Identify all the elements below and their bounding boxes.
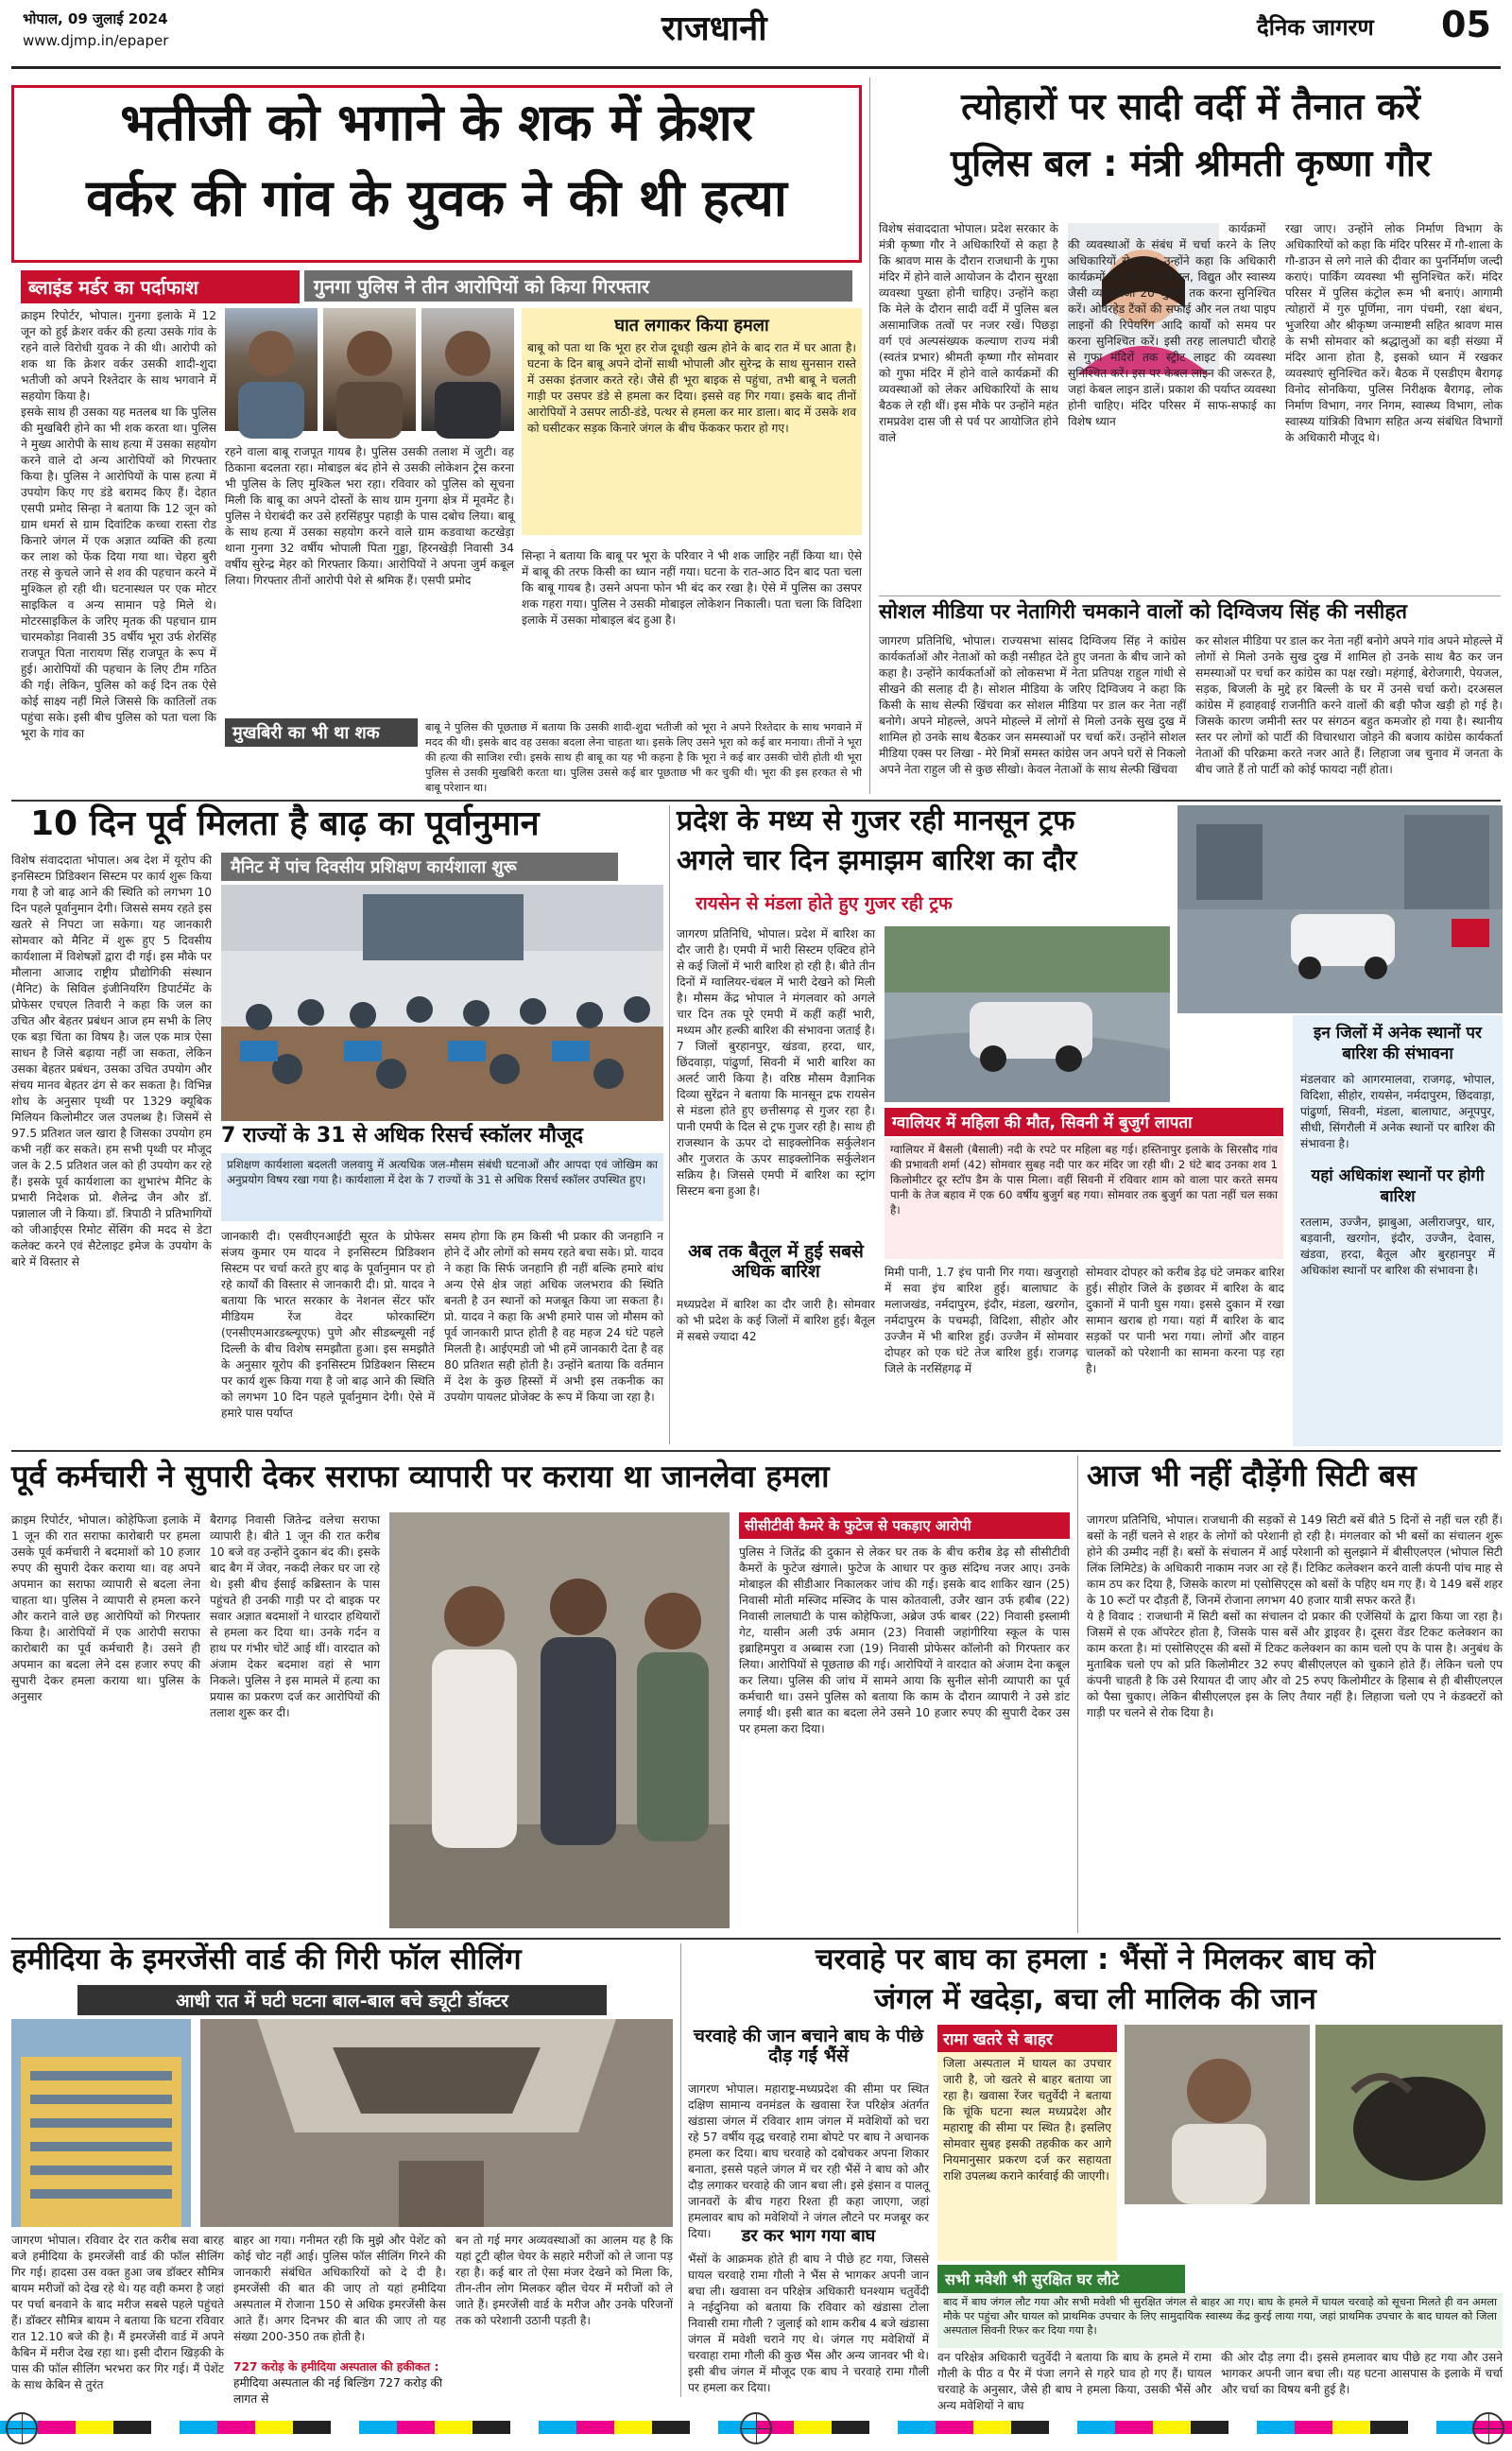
accident-strip-body: ग्वालियर में बैसली (बैसाली) नदी के रपटे पर महिला बह गई। हस्तिनापुर इलाके के सिरसौद गांव की प्रभावती शर्मा (42) सोमवार सुबह नदी पार कर मंदिर जा रही थी। 2 घंटे बाद उनका शव 1 किलोमीटर दूर स्टॉप डैम के पास मिला। वहीं सिवनी में रविवार शाम को वाला पार करते समय पानी के तेज बहाव में एक 60 वर्षीय बुजुर्ग बह गया। सोमवार तक बुजुर्ग का पता नहीं चल सका है। [885, 1138, 1283, 1259]
page-number: 05 [1441, 4, 1491, 45]
masthead-date: भोपाल, 09 जुलाई 2024 [23, 10, 168, 27]
rama-safe-title: रामा खतरे से बाहर [937, 2025, 1117, 2052]
section-name: राजधानी [662, 9, 767, 48]
rain-most-body: रतलाम, उज्जैन, झाबुआ, अलीराजपुर, धार, बड़वानी, खरगोन, इंदौर, उज्जैन, देवास, खंडवा, हरदा, बैतूल और बुरहानपुर में अधिकांश स्थानों पर बारिश की संभावना है। [1300, 1216, 1499, 1277]
accident-strip-title: ग्वालियर में महिला की मौत, सिवनी में बुजुर्ग लापता [892, 1113, 1193, 1132]
story-monsoon-headline-2: अगले चार दिन झमाझम बारिश का दौर [677, 844, 1077, 877]
story-jeweler-headline: पूर्व कर्मचारी ने सुपारी देकर सराफा व्यापारी पर कराया था जानलेवा हमला [11, 1459, 830, 1494]
story-tiger-headline-1: चरवाहे पर बाघ का हमला : भैंसों ने मिलकर बाघ को [815, 1942, 1376, 1976]
ambush-box-title: घात लगाकर किया हमला [614, 316, 769, 336]
flooded-road-photo [885, 926, 1170, 1102]
story-tiger-col3: की ओर दौड़ लगा दी। इससे हमलावर बाघ पीछे हट गया और उसने भागकर अपनी जान बचा ली। यह घटना आसपास के इलाके में चर्चा और चर्चा का विषय बनी हुई है। [1221, 2351, 1506, 2396]
story-flood-callout-body: प्रशिक्षण कार्यशाला बदलती जलवायु में अत्यधिक जल-मौसम संबंधी घटनाओं और आपदा एवं जोखिम का अनुप्रयोग विषय रखा गया है। कार्यशाला में देश के 7 राज्यों के 31 से अधिक रिसर्च स्कॉलर उपस्थित हुए। [227, 1158, 662, 1186]
print-color-bar [0, 2406, 1512, 2451]
story-monsoon-col1: जागरण प्रतिनिधि, भोपाल। प्रदेश में बारिश का दौर जारी है। एमपी में भारी सिस्टम एक्टिव होने से कई जिलों में भारी बारिश हो रही है। बीते तीन दिनों में ग्वालियर-चंबल में भारी देखने को मिली है। मौसम केंद्र भोपाल ने मंगलवार को अगले चार दिन तक पूरे एमपी में कहीं कहीं भारी, मध्यम और हल्की बारिश की संभावना जताई है। 7 जिलों बुरहानपुर, खंडवा, हरदा, धार, छिंदवाड़ा, पांढुर्णा, सिवनी में भारी बारिश का अलर्ट जारी किया है। वरिष्ठ मौसम वैज्ञानिक दिव्या सुरेंद्रन ने बताया कि मानसून द्रफ रायसेन से मंडला होते हुए छत्तीसगढ़ से गुजर रहा है। पानी एमपी के दिल से ट्रफ गुजर रही है। साथ ही राजस्थान के ऊपर दो साइक्लोनिक सर्कुलेशन और गुजरात के ऊपर साइक्लोनिक सर्कुलेशन सक्रिय है। जिससे एमपी में बारिश का स्ट्रांग सिस्टम बना हुआ है। [677, 927, 879, 1198]
story-monsoon-col2: मिमी पानी, 1.7 इंच पानी गिर गया। खजुराहो में सवा इंच बारिश हुई। बालाघाट के मलाजखंड, नर्मदापुरम, इंदौर, मंडला, खरगोन, नर्मदापुरम के पचमढ़ी, विदिशा, सीहोर और उज्जैन में भी बारिश हुई। उज्जैन में सोमवार दोपहर को एक घंटे तेज बारिश हुई। राजगढ़ जिले के नरसिंहगढ़ में [885, 1266, 1082, 1375]
cattle-returned-body: बाद में बाघ जंगल लौट गया और सभी मवेशी भी सुरक्षित जंगल से बाहर आ गए। बाघ के हमले में घायल चरवाहे को सूचना मिलते ही वन अमला मौके पर पहुंचा और घायल को प्राथमिक उपचार के लिए सामुदायिक स्वास्थ्य केंद्र कुरई लाया गया, जहां प्राथमिक उपचार के बाद घायल को जिला अस्पताल सिवनी रिफर कर दिया गया है। [937, 2293, 1503, 2348]
rama-safe-body: जिला अस्पताल में घायल का उपचार जारी है, जो खतरे से बाहर बताया जा रहा है। खवासा रेंजर चतुर्वेदी ने बताया कि चूंकि घटना स्थल मध्यप्रदेश और महाराष्ट्र की सीमा पर स्थित है। इसलिए सोमवार सुबह इसकी तहकीक कर आगे नियमानुसार प्रकरण दर्ज कर सहायता राशि उपलब्ध कराने कार्रवाई की जाएगी। [943, 2057, 1115, 2183]
story-hamidia-note [233, 2359, 446, 2406]
story-tiger-headline-2: जंगल में खदेड़ा, बचा ली मालिक की जान [874, 1982, 1316, 2016]
registration-mark-left [6, 2412, 38, 2444]
accused-photo-3 [421, 308, 514, 431]
story-flood-callout-box [221, 1153, 663, 1221]
masthead-url: www.djmp.in/epaper [23, 32, 169, 49]
fallen-ceiling-photo [200, 2019, 673, 2227]
story-jeweler [11, 1456, 1074, 1933]
story-digvijay-col2: कर सोशल मीडिया पर डाल कर नेता नहीं बनोगे अपने गांव अपने मोहल्ले में लोगों से मिलो उनके सुख दुख में शामिल हो उनके साथ बैठ कर जन समस्याओं पर चर्चा कर कांग्रेस का पक्ष रखो। महंगाई, बेरोजगारी, पेयजल, सड़क, बिजली के मुद्दे हर बिल्ली के घर में उनसे चर्चा करो। दरअसल कांग्रेस में हवाहवाई राजनीति करने वालों की बड़ी फौज खड़ी हो गई है। जिसके कारण जमीनी स्तर पर संगठन बहुत कमजोर हो गया है। स्थानीय स्तर पर लोगों को पार्टी की विचारधारा जोड़ने की बजाय कांग्रेस कार्यकर्ता नेताओं की परिक्रमा करते नजर आते हैं। लिहाजा जब चुनाव में जनता के बीच जाते हैं तो पार्टी को कोई फायदा नहीं होता। [1195, 634, 1506, 776]
story-festival-col3: रखा जाए। उन्होंने लोक निर्माण विभाग के अधिकारियों को कहा कि मंदिर परिसर में गौ-शाला के गौ-डाउन से लगे नाले की दीवार का पुनर्निर्माण जल्दी कराएं। पार्किंग व्यवस्था भी सुनिश्चित करें। मंदिर परिसर में पुलिस कंट्रोल रूम भी बनाएं। आगामी त्योहारों में गुरु पूर्णिमा, नाग पंचमी, रक्षा बंधन, भुजरिया और श्रीकृष्ण जन्माष्टमी सहित श्रावण मास के सभी सोमवार को श्रद्धालुओं का बड़ी संख्या में मंदिर आना होता है, इसको ध्यान में रखकर व्यवस्थाएं सुनिश्चित करें। बैठक में एसडीएम बैरागढ़ विनोद सोनकिया, पुलिस निरीक्षक बैरागढ़, लोक निर्माण विभाग, नगर निगम, स्वास्थ्य विभाग, लोक स्वास्थ्य यांत्रिकी विभाग सहित अन्य संबंधित विभागों के अधिकारी मौजूद थे। [1285, 222, 1506, 444]
story-tiger-col2: वन परिक्षेत्र अधिकारी चतुर्वेदी ने बताया कि बाघ के हमले में रामा गौली के पीठ व पैर में पंजा लगने से गहरे घाव हो गए हैं। घायल चरवाहे के अनुसार, जैसे ही बाघ ने हमला किया, उसकी भैंसें और अन्य मवेशियों ने बाघ [937, 2351, 1215, 2412]
story-jeweler-tag: सीसीटीवी कैमरे के फुटेज से पकड़ाए आरोपी [739, 1512, 1070, 1539]
story-tiger [688, 1942, 1506, 2412]
story-murder-headline-2: वर्कर की गांव के युवक ने की थी हत्या [86, 168, 787, 228]
story-murder-subhead: गुनगा पुलिस ने तीन आरोपियों को किया गिरफ्तार [304, 270, 852, 302]
story-murder-col1: क्राइम रिपोर्टर, भोपाल। गुनगा इलाके में 12 जून को हुई क्रेशर वर्कर की हत्या उसके गांव के रहने वाले विरोधी युवक ने की थी। आरोपी को शक था कि क्रेशर वर्कर उसकी शादी-शुदा भतीजी को अपने रिश्तेदार के साथ भगवाने में सहयोग किया है। इसके साथ ही उसका यह मतलब था कि पुलिस की मुखबिरी होने का भी शक करता था। पुलिस ने मुख्य आरोपी के साथ हत्या में उसका सहयोग करने वाले दो अन्य आरोपियों को गिरफ्तार किया है। पुलिस ने आरोपियों के पास हत्या में उपयोग किए गए डंडे बरामद किए हैं। देहात एसपी प्रमोद सिन्हा ने बताया कि 12 जून को ग्राम धमर्रा से ग्राम दिवांटिक कच्चा रास्ता रोड किनारे जंगल में एक अज्ञात व्यक्ति की हत्या कर लाश को फेंक दिया गया था। चेहरा बुरी तरह से कुचले जाने से शव की पहचान करने में मुश्किल हो रही थी। घटनास्थल पर एक मोटर साइकिल व अन्य सामान पड़े मिले थे। मोटरसाइकिल के जरिए मृतक की पहचान ग्राम चारमकोड़ा निवासी 35 वर्षीय भूरा उर्फ शेरसिंह राजपूत पिता नारायण सिंह राजपूत के रूप में हुई। आरोपियों की पहचान के लिए टीम गठित की गई। लेकिन, पुलिस को कई दिन तक ऐसे कोई साक्ष्य नहीं मिले जिससे कि कातिलों तक पहुंचा सके। इसी बीच पुलिस को पता चला कि भूरा के गांव का [21, 309, 216, 740]
rain-most-title: यहां अधिकांश स्थानों पर होगी बारिश [1311, 1166, 1485, 1206]
story-citybus-headline: आज भी नहीं दौड़ेंगी सिटी बस [1087, 1458, 1417, 1493]
story-murder-col2: रहने वाला बाबू राजपूत गायब है। पुलिस उसकी तलाश में जुटी। वह ठिकाना बदलता रहा। मोबाइल बंद होने से उसकी लोकेशन ट्रेस करना भी पुलिस के लिए मुश्किल भरा रहा। रविवार को पुलिस को सूचना मिली कि बाबू का अपने दोस्तों के साथ ग्राम गुनगा क्षेत्र में मूवमेंट है। पुलिस ने घेराबंदी कर उसे हरसिंहपुर पहाड़ी के पास दबोच लिया। बाबू के साथ हत्या में उसका सहयोग करने वाले ग्राम कडवाथा कटखेड़ा थाना गुनगा 32 वर्षीय भोपाली पिता गुड्डा, हिरनखेड़ी निवासी 34 वर्षीय सुरेन्द्र मेहर को गिरफ्तार किया। आरोपियों ने अपना जुर्म कबूल लिया। गिरफ्तार तीनों आरोपी पेशे से श्रमिक हैं। एसपी प्रमोद [225, 445, 518, 587]
story-monsoon-col3: सोमवार दोपहर को करीब डेढ़ घंटे जमकर बारिश हुई। सीहोर जिले के इछावर में बारिश के बाद दुकानों में पानी घुस गया। इससे दुकान में रखा सामान खराब हो गया। यहां मैं बारिश के बाद सड़कों पर पानी भरा गया। लोगों और वाहन चालकों को परेशानी का सामना करना पड़ रहा है। [1086, 1266, 1288, 1375]
accused-photo-1 [225, 308, 318, 431]
story-festival-col2: कार्यक्रमों की व्यवस्थाओं के संबंध में चर्चा करने के लिए अधिकारियों से कहा। उन्होंने कहा कि अधिकारी कार्यक्रमों के संबंध में पेयजल, विद्युत और स्वास्थ्य जैसी व्यवस्थाओं 20 जुलाई तक करना सुनिश्चित करें। ओवरहेड टैंकों की सफाई और नल तथा पाइप लाइनों की रिपेयरिंग आदि कार्यों को समय पर करना सुनिश्चित करें। इसी तरह लालघाटी चौराहे से गुफा मंदिरों तक स्ट्रीट लाइट की व्यवस्था सुनिश्चित करें। इस पर केबल लाइन की जरूरत है, जहां केबल लाइन डालें। प्रकाश की पर्याप्त व्यवस्था होनी चाहिए। मंदिर परिसर में साफ-सफाई का विशेष ध्यान [1068, 222, 1280, 428]
story-digvijay [879, 600, 1506, 795]
story-citybus [1087, 1456, 1503, 1933]
story-monsoon-subhead: रायसेन से मंडला होते हुए गुजर रही ट्रफ [696, 893, 953, 914]
story-festival [879, 81, 1506, 592]
story-monsoon [677, 805, 1503, 1446]
mukhbiri-title: मुखबिरी का भी था शक [232, 723, 380, 743]
story-jeweler-col3: पुलिस ने जितेंद्र की दुकान से लेकर घर तक के बीच करीब डेढ़ सौ सीसीटीवी कैमरों के फुटेज खंगाले। फुटेज के आधार पर कुछ संदिग्ध नजर आए। उनके मोबाइल की सीडीआर निकालकर जांच की गई। इसके बाद शाकिर खान (25) निवासी मोती मस्जिद मस्जिद के पास कोतवाली, उजैर खान उर्फ हबीब (22) निवासी लालघाटी के पास कोहेफिजा, अब्रेज उर्फ बाबर (22) निवासी इस्लामी गेट, यासीन अली उर्फ अमान (23) निवासी जहांगीरिया स्कूल के पास इब्राहिमपुरा व अब्बास रजा (19) निवासी प्रोफेसर कॉलोनी को गिरफ्तार कर लिया। आरोपियों से पूछताछ की गई। आरोपियों ने वारदात को अंजाम देना कबूल कर लिया। पुलिस की जांच में सामने आया कि सुनील सोनी व्यापारी का पूर्व कर्मचारी था। उसने पुलिस को बताया कि काम के दौरान व्यापारी ने उसे डांट लगाई थी। इसी बात का बदला लेने उसने 10 हजार रुपए की सुपारी देकर उस पर हमला करा दिया। [739, 1545, 1074, 1735]
story-hamidia-note-title: 727 करोड़ के हमीदिया अस्पताल की हकीकत : [233, 2360, 439, 2373]
story-festival-headline-1: त्योहारों पर सादी वर्दी में तैनात करें [961, 86, 1420, 129]
story-jeweler-col1: क्राइम रिपोर्टर, भोपाल। कोहेफिजा इलाके में 1 जून की रात सराफा कारोबारी पर हमला उसके पूर्व कर्मचारी ने बदमाशों को 10 हजार रुपए की सुपारी देकर कराया था। वह अपने अपमान का सराफा व्यापारी से बदला लेना चाहता था। पुलिस ने व्यापारी से हमला करने और कराने वाले छह आरोपियों को गिरफ्तार किया है। आरोपियों में एक आरोपी सराफा कारोबारी का पूर्व कर्मचारी है। उसने ही अपमान का बदला लेने दस हजार रुपए की सुपारी देकर हमला कराया था। पुलिस के अनुसार [11, 1513, 204, 1703]
rain-photo [1177, 805, 1503, 1013]
story-hamidia-subhead: आधी रात में घटी घटना बाल-बाल बचे ड्यूटी डॉक्टर [77, 1985, 607, 2015]
registration-mark-right [1472, 2412, 1504, 2444]
story-flood [11, 804, 667, 1446]
accused-photo-2 [323, 308, 416, 431]
story-tiger-sub2: डर कर भाग गया बाघ [741, 2226, 876, 2246]
story-jeweler-col2: बैरागढ़ निवासी जितेन्द्र वलेचा सराफा व्यापारी है। बीते 1 जून की रात करीब 10 बजे वह उन्होंने दुकान बंद की। इसके बाद बैग में जेवर, नकदी लेकर घर जा रहे थे। इसी बीच ईसाई कब्रिस्तान के पास पहुंचते ही उनकी गाड़ी पर दो बाइक पर सवार अज्ञात बदमाशों ने धारदार हथियारों से हमला कर दिया था। उनके गर्दन व हाथ पर गंभीर चोटें आई थीं। वारदात को अंजाम देकर बदमाश वहां से भाग निकले। पुलिस ने इस मामले में हत्या का प्रयास का प्रकरण दर्ज कर आरोपियों की तलाश शुरू कर दी। [210, 1513, 384, 1719]
betul-title: अब तक बैतूल में हुई सबसे अधिक बारिश [688, 1241, 864, 1283]
betul-body: मध्यप्रदेश में बारिश का दौर जारी है। सोमवार को भी प्रदेश के कई जिलों में बारिश हुई। बैतूल में सबसे ज्यादा 42 [677, 1298, 879, 1343]
story-tiger-col1b: भैंसों के आक्रमक होते ही बाघ ने पीछे हट गया, जिससे घायल चरवाहे रामा गौली ने भैंस से भागकर अपनी जान बचा ली। खवासा वन परिक्षेत्र अधिकारी घनश्याम चतुर्वेदी ने नईदुनिया को बताया कि रविवार को खंडासा टोला निवासी रामा गौली ? जुलाई को शाम करीब 4 बजे खंडासा जंगल में मवेशी चराने गए थे। जंगल गए मवेशियों में चरवाहा रामा गौली की कुछ भैंस और अन्य जानवर भी थे। इसी बीच जंगल में मौजूद एक बाघ ने चरवाहे रामा गौली पर हमला कर दिया। [688, 2253, 933, 2394]
rain-districts-title: इन जिलों में अनेक स्थानों पर बारिश की संभावना [1314, 1024, 1482, 1063]
story-hamidia-note-body: हमीदिया अस्पताल की नई बिल्डिंग 727 करोड़ की लागत से [233, 2376, 443, 2406]
story-digvijay-col1: जागरण प्रतिनिधि, भोपाल। राज्यसभा सांसद दिग्विजय सिंह ने कांग्रेस कार्यकर्ताओं और नेताओं को कड़ी नसीहत देते हुए जनता के बीच जाने को कहा है। उन्होंने कार्यकर्ताओं को लोकसभा में नेता प्रतिपक्ष राहुल गांधी से सीखने की सलाह दी है। सोशल मीडिया के जरिए दिग्विजय ने कहा कि किसी के साथ सेल्फी खिंचवा कर सोशल मीडिया पर डाल कर नेता नहीं बनोगे। अपने मोहल्ले, अपने मोहल्ले में लोगों से मिलो उनके सुख दुख में शामिल हो उनके साथ बैठकर जन समस्याओं पर चर्चा करें। उन्होंने सोशल मीडिया एक्स पर लिखा - मेरे मित्रों समस्त कांग्रेस जन अपने घरों से निकलो अपने नेता राहुल जी से कुछ सीखो। केवल नेताओं के साथ सेल्फी खिंचवा [879, 634, 1190, 776]
registration-mark-center [740, 2412, 772, 2444]
story-flood-col3: समय होगा कि हम किसी भी प्रकार की जनहानि न होने दें और लोगों को समय रहते बचा सके। प्रो. यादव ने कहा कि सिर्फ जनहानि ही नहीं बल्कि हमारे बांध अन्य ऐसे क्षेत्र जहां अधिक जलभराव की स्थिति बनती है उन स्थानों को मजबूत किया जा सकता है। प्रो. यादव ने कहा कि अभी हमारे पास जो मौसम को पूर्व जानकारी प्राप्त होती है वह महज 24 घंटे पहले मिलती है। आईएमडी जो भी हमें जानकारी देता है वह 80 प्रतिशत सही होती है। उन्होंने बताया कि वर्तमान में देश के कुछ हिस्सों में अभी इस तकनीक का उपयोग पायलट प्रोजेक्ट के रूप में किया जा रहा है। [444, 1230, 667, 1404]
story-murder [11, 76, 866, 794]
story-flood-col1: विशेष संवाददाता भोपाल। अब देश में यूरोप की इनसिस्टम प्रिडिक्शन सिस्टम पर कार्य शुरू किया गया है जो बाढ़ आने की स्थिति को लगभग 10 दिन पहले पूर्वानुमान देगी। जिससे समय रहते इस खतरे से निपटा जा सकेगा। यह जानकारी सोमवार को मैनिट में शुरू हुए 5 दिवसीय कार्यशाला में विशेषज्ञों द्वारा दी गई। इस मौके पर मौलाना आजाद राष्ट्रीय प्रौद्योगिकी संस्थान (मैनिट) के सिविल इंजीनियरिंग डिपार्टमेंट के प्रोफेसर एचएल तिवारी ने कहा कि जल का उचित और बेहतर प्रबंधन आज हम सभी के लिए एक बड़ा चिंता का विषय है। जल एक मात्र ऐसा साधन है जिसे बढ़ाया नहीं जा सकता, लेकिन उसका बेहतर प्रबंधन, उसका उचित उपयोग और संचय मानव बेहतर ढंग से कर सकता है। विभिन्न शोध के अनुसार पृथ्वी पर 1329 क्यूबिक मिलियन किलोमीटर जल उपलब्ध है। जिसमें से 97.5 प्रतिशत जल खारा है जिसका उपयोग हम कभी नहीं कर सकते। हम सभी पृथ्वी पर मौजूद जल के 2.5 प्रतिशत जल को ही उपयोग कर रहे हैं। इसके पूर्व कार्यशाला का शुभारंभ मैनिट के प्रभारी निदेशक प्रो. शैलेन्द्र जैन और डॉ. पन्नालाल जी ने किया। डॉ. त्रिपाठी ने प्रतिभागियों को जीआईएस रिमोट सेंसिंग की मदद से डेटा कलेक्ट करने एवं सैटेलाइट इमेज के उपयोग के बारे में विस्तार से [11, 854, 215, 1269]
story-hamidia-headline: हमीदिया के इमरजेंसी वार्ड की गिरी फॉल सीलिंग [11, 1942, 522, 1976]
story-citybus-body: जागरण प्रतिनिधि, भोपाल। राजधानी की सड़कों से 149 सिटी बसें बीते 5 दिनों से नहीं चल रही हैं। बसों के नहीं चलने से शहर के लोगों को परेशानी हो रही है। मंगलवार को भी बसों का संचालन शुरू होने की उम्मीद नहीं है। बसों के संचालन में आई परेशानी को सुलझाने में बीसीएलएल (भोपाल सिटी लिंक लिमिटेड) के अधिकारी नाकाम नजर आ रहे हैं। टिकिट कलेक्शन करने वाली कंपनी पांच माह से काम ठप कर दिया है, जिसके कारण मां एसोसिएट्स को बसों के पहिए थम गए हैं। ये 149 बसें शहर के 10 रूटों पर दौड़ती हैं, जिनमें रोजाना लगभग 40 हजार यात्री सफर करते हैं। ये है विवाद : राजधानी में सिटी बसों का संचालन दो प्रकार की एजेंसियों के द्वारा किया जा रहा है। जिसमें से एक ऑपरेटर होता है, जिसके पास बसें और ड्राइवर है। दूसरा वेंडर टिकट कलेक्शन का काम करता है। मां एसोसिएट्स की बसों में टिकट कलेक्शन का काम चलो एप के पास है। अनुबंध के मुताबिक चलो एप को प्रति किलोमीटर 32 रुपए बीसीएलएल को चुकाने होते हैं। लेकिन चलो एप कंपनी चाहती है कि उसे रियायत दी जाए और वो 25 रुपए किलोमीटर के हिसाब से ही बीसीएलएल को पैसा चुकाए। लेकिन बीसीएलएल इस के लिए तैयार नहीं है। लिहाजा चलो एप ने कंडक्टरों को गाड़ी पर चलने से रोक दिया है। [1087, 1513, 1503, 1719]
workshop-photo [221, 885, 663, 1121]
ambush-box [522, 308, 862, 535]
mukhbiri-body: बाबू ने पुलिस की पूछताछ में बताया कि उसकी शादी-शुदा भतीजी को भूरा ने अपने रिश्तेदार के साथ भगवाने में मदद की थी। इसके बाद वह उसका बदला लेना चाहता था। इसके लिए उसने भूरा को कई बार मनाया। तीनों ने भूरा की हत्या की साजिश रची। इसके साथ ही बाबू का यह भी कहना है कि भूरा ने कई बार उसकी चोरी होती थी भूरा पुलिस से उसकी मुखबिरी करता था। पुलिस उससे कई बार पूछताछ भी कर चुकी थी। भूरा की इस हरकत से भी बाबू परेशान था। [425, 721, 866, 794]
story-hamidia-col2: बाहर आ गया। गनीमत रही कि मुझे और पेशेंट को कोई चोट नहीं आई। पुलिस फॉल सीलिंग गिरने की जानकारी संबंधित अधिकारियों को दे दी है। इमरजेंसी की बात की जाए तो यहां हमीदिया अस्पताल में रोजाना 150 से अधिक इमरजेंसी केस आते हैं। अगर दिनभर की बात की जाए तो यह संख्या 200-350 तक होती है। [233, 2234, 450, 2343]
ambush-box-body: बाबू को पता था कि भूरा हर रोज दूधड़ी खत्म होने के बाद रात में घर आता है। घटना के दिन बाबू अपने दोनों साथी भोपाली और सुरेन्द्र के साथ सुनसान रास्ते में उसका इंतजार करते रहे। जैसे ही भूरा बाइक से पहुंचा, तभी बाबू ने चलती गाड़ी पर उसपर डंडे से हमला कर दिया। इससे वह गिर गया। इसके बाद तीनों आरोपियों ने उसपर लाठी-डंडे, पत्थर से हमला कर मार डाला। बाद में उसके शव को घसीटकर सड़क किनारे जंगल के बीच फेंककर फरार हो गए। [527, 341, 860, 435]
rama-safe-box [937, 2025, 1117, 2261]
story-murder-headline-1: भतीजी को भगाने के शक में क्रेशर [120, 93, 753, 152]
accident-strip [885, 1108, 1283, 1136]
masthead [0, 0, 1512, 78]
story-flood-callout: 7 राज्यों के 31 से अधिक रिसर्च स्कॉलर मौजूद [221, 1124, 584, 1148]
mukhbiri-label [225, 718, 418, 747]
story-flood-headline: 10 दिन पूर्व मिलता है बाढ़ का पूर्वानुमान [30, 804, 540, 843]
story-hamidia [11, 1942, 677, 2406]
story-festival-col1: विशेष संवाददाता भोपाल। प्रदेश सरकार के मंत्री कृष्णा गौर ने अधिकारियों से कहा है कि श्रावण मास के दौरान राजधानी के गुफा मंदिर में होने वाले आयोजन के दौरान सुरक्षा व्यवस्था पुख्ता होनी चाहिए। उन्होंने कहा कि मेले के दौरान सादी वर्दी में पुलिस बल असामाजिक तत्वों पर नजर रखें। पिछड़ा वर्ग एवं अल्पसंख्यक कल्याण राज्य मंत्री (स्वतंत्र प्रभार) श्रीमती कृष्णा गौर सोमवार को गुफा मंदिर में होने वाले कार्यक्रमों की व्यवस्थाओं को लेकर अधिकारियों के साथ बैठक ले रही थीं। इस मौके पर उन्होंने महंत रामप्रवेश दास जी से पर्व पर आयोजित होने वाले [879, 222, 1062, 444]
story-monsoon-headline-1: प्रदेश के मध्य से गुजर रही मानसून ट्रफ [677, 804, 1075, 837]
story-tiger-col1: जागरण भोपाल। महाराष्ट्र-मध्यप्रदेश की सीमा पर स्थित दक्षिण सामान्य वनमंडल के खवासा रेंज परिक्षेत्र अंतर्गत खंडासा जंगल में रविवार शाम जंगल में मवेशियों को चरा रहे 57 वर्षीय वृद्ध चरवाहे रामा बोपटे पर बाघ ने अचानक हमला कर दिया। बाघ चरवाहे को दबोचकर अपना शिकार बनाता, इससे पहले जंगल में चर रही भैंसें ने बाघ को और दौड़ लगाकर चरवाहे की जान बचा ली। इसे इंसान व पालतू जानवरों के बीच गहरा रिश्ता ही कहा जाएगा, जहां हमलावर बाघ को मवेशियों ने जंगल लौटने पर मजबूर कर दिया। [688, 2082, 933, 2240]
rain-districts-box [1293, 1015, 1503, 1446]
rain-districts-body: मंडलवार को आगरमालवा, राजगढ़, भोपाल, विदिशा, सीहोर, रायसेन, नर्मदापुरम, छिंदवाड़ा, पांढुर्णा, सिवनी, मंडला, बालाघाट, अनूपपुर, सीधी, सिंगरौली में अनेक स्थानों पर बारिश की संभावना है। [1300, 1073, 1499, 1150]
story-tiger-subhead: चरवाहे की जान बचाने बाघ के पीछे दौड़ गईं भैंसें [693, 2026, 924, 2067]
story-flood-col2: जानकारी दी। एसवीएनआईटी सूरत के प्रोफेसर संजय कुमार एम यादव ने इनसिस्टम प्रिडिक्शन सिस्टम पर चर्चा करते हुए बाढ़ के पूर्वानुमान पर हो रहे कार्यों की विस्तार से जानकारी दी। प्रो. यादव ने बताया कि भारत सरकार के नेशनल सेंटर फॉर मीडियम रेंज वेदर फोरकास्टिंग (एनसीएमआरडब्ल्यूएफ) पुणे और सीडब्ल्यूसी नई दिल्ली के बीच विशेष समझौता हुआ। इस समझौते के अनुसार यूरोप की इनसिस्टम प्रिडिक्शन सिस्टम पर कार्य शुरू किया गया है जो बाढ़ आने की स्थिति को लगभग 10 दिन पहले पूर्वानुमान देगी। ऐसे में हमारे पास पर्याप्त [221, 1230, 438, 1420]
story-hamidia-col1: जागरण भोपाल। रविवार देर रात करीब सवा बारह बजे हमीदिया के इमरजेंसी वार्ड की फॉल सीलिंग गिर गई। हादसा उस वक्त हुआ जब डॉक्टर सौमित्र बायम मरीजों को देख रहे थे। यह वही कमरा है जहां पर पर्चा बनवाने के बाद मरीज सबसे पहले पहुंचते हैं। डॉक्टर सौमित्र बायम ने बताया कि घटना रविवार रात 12.10 बजे की है। मैं इमरजेंसी वार्ड में अपने कैबिन में मरीज देख रहा था। इसी दौरान खिड़की के पास की फॉल सीलिंग भरभरा कर गिर गई। मैं पेशेंट के साथ केबिन से तुरंत [11, 2234, 228, 2391]
accused-group-photo [389, 1512, 730, 1928]
story-hamidia-col3: बन तो गई मगर अव्यवस्थाओं का आलम यह है कि यहां टूटी व्हील चेयर के सहारे मरीजों को ले जाना पड़ रहा है। कई बार तो ऐसा मंजर देखने को मिला कि, तीन-तीन लोग मिलकर व्हील चेयर में मरीजों को ले जाते हैं। इमरजेंसी वार्ड के मरीज और उनके परिजनों तक को परेशानी उठानी पड़ती है। [455, 2234, 677, 2327]
story-murder-tag: ब्लाइंड मर्डर का पर्दाफाश [21, 270, 300, 303]
story-digvijay-headline: सोशल मीडिया पर नेतागिरी चमकाने वालों को दिग्विजय सिंह की नसीहत [879, 600, 1408, 624]
injured-herder-photo [1125, 2025, 1310, 2204]
cattle-returned-label: सभी मवेशी भी सुरक्षित घर लौटे [937, 2265, 1185, 2293]
hospital-building-photo [11, 2019, 191, 2227]
buffalo-photo [1315, 2025, 1503, 2204]
paper-name: दैनिक जागरण [1257, 14, 1374, 41]
story-murder-col3: सिन्हा ने बताया कि बाबू पर भूरा के परिवार ने भी शक जाहिर नहीं किया था। ऐसे में बाबू की तरफ किसी का ध्यान नहीं गया। घटना के रात-आठ दिन बाद पता चला कि बाबू गायब है। उसने अपना फोन भी बंद कर रखा है। ऐसे में पुलिस का उसपर शक गहरा गया। पुलिस ने उसकी मोबाइल लोकेशन निकाली। पता चला कि विदिशा इलाके में उसका मोबाइल बंद हुआ है। [522, 549, 866, 627]
story-flood-subhead: मैनिट में पांच दिवसीय प्रशिक्षण कार्यशाला शुरू [221, 853, 618, 881]
story-festival-headline-2: पुलिस बल : मंत्री श्रीमती कृष्णा गौर [951, 143, 1431, 185]
